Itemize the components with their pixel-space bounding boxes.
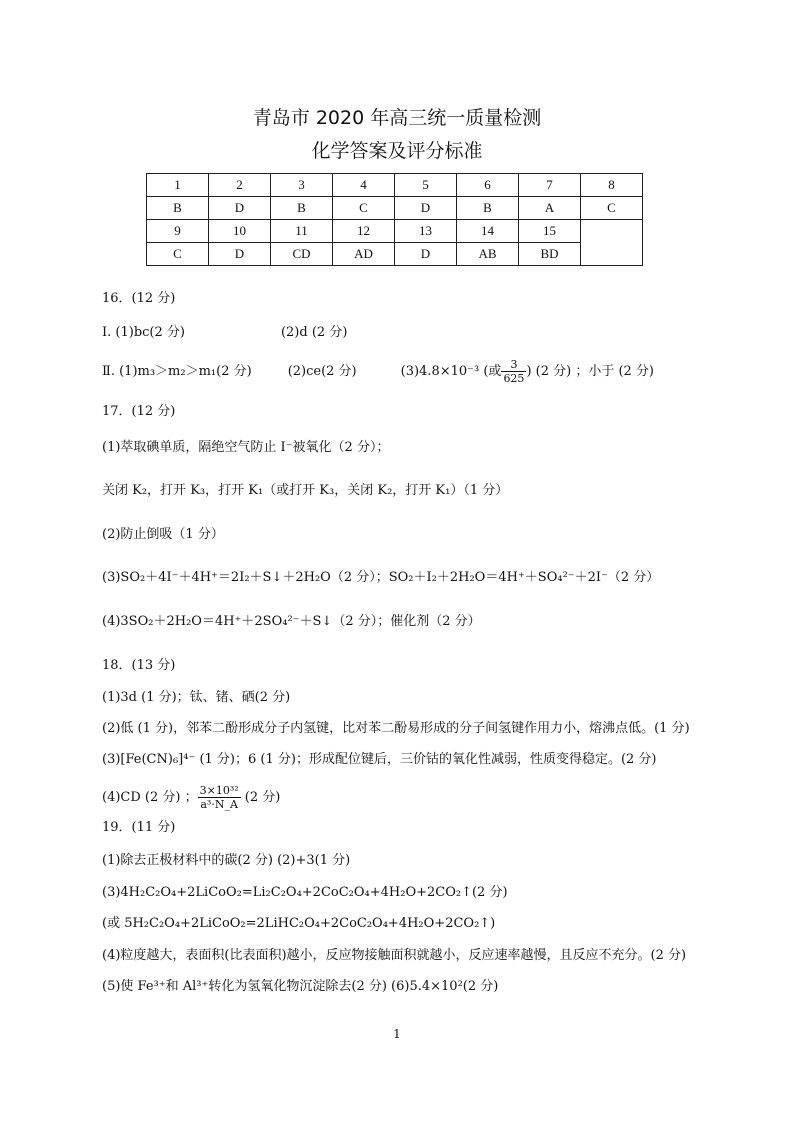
q16-part-ii <box>102 358 654 385</box>
q16-ii-3-post: ) (2 分) ；小于 (2 分) <box>526 364 655 379</box>
table-cell: 5 <box>395 174 457 197</box>
q17-header: 17．(12 分) <box>102 404 176 419</box>
q19-line-3: (或 5H₂C₂O₄+2LiCoO₂=2LiHC₂O₄+2CoC₂O₄+4H₂O+2CO₂↑) <box>102 916 496 931</box>
q18-l4-pre: (4)CD (2 分) ； <box>102 790 198 805</box>
table-cell: 7 <box>519 174 581 197</box>
table-cell: AD <box>333 243 395 266</box>
table-cell: 2 <box>209 174 271 197</box>
q18-frac-num: 3×10³² <box>199 784 239 797</box>
q17-line-3: (2)防止倒吸（1 分） <box>102 527 224 542</box>
table-cell: BD <box>519 243 581 266</box>
q17-line-5: (4)3SO₂＋2H₂O＝4H⁺＋2SO₄²⁻＋S↓（2 分）；催化剂（2 分） <box>102 614 481 629</box>
table-cell: C <box>581 197 643 220</box>
q19-line-5: (5)使 Fe³⁺和 Al³⁺转化为氢氧化物沉淀除去(2 分) (6)5.4×10²(2 分) <box>102 979 499 994</box>
table-cell: A <box>519 197 581 220</box>
table-cell: 9 <box>147 220 209 243</box>
q17-line-4: (3)SO₂＋4I⁻＋4H⁺＝2I₂＋S↓＋2H₂O（2 分）；SO₂＋I₂＋2H₂O＝4H⁺＋SO₄²⁻＋2I⁻（2 分） <box>102 570 660 585</box>
q16-fraction <box>501 358 526 385</box>
q16-ii-2: (2)ce(2 分) <box>287 364 357 379</box>
table-cell: 13 <box>395 220 457 243</box>
table-cell: D <box>209 243 271 266</box>
q19-line-2: (3)4H₂C₂O₄+2LiCoO₂=Li₂C₂O₄+2CoC₂O₄+4H₂O+2CO₂↑(2 分) <box>102 885 508 900</box>
q19-line-4: (4)粒度越大，表面积(比表面积)越小，反应物接触面积就越小，反应速率越慢，且反应不充分。(2 分) <box>102 948 687 963</box>
document-subtitle: 化学答案及评分标准 <box>311 140 483 162</box>
q16-i-2: (2)d (2 分) <box>280 325 348 340</box>
q18-line-1: (1)3d (1 分)；钛、锗、硒(2 分) <box>102 690 291 705</box>
table-row <box>147 174 643 197</box>
table-cell: D <box>209 197 271 220</box>
table-cell: 14 <box>457 220 519 243</box>
table-cell: B <box>457 197 519 220</box>
table-cell: C <box>333 197 395 220</box>
q19-header: 19．(11 分) <box>102 820 176 835</box>
table-cell: C <box>147 243 209 266</box>
q17-line-2: 关闭 K₂，打开 K₃，打开 K₁（或打开 K₃，关闭 K₂，打开 K₁）（1 分） <box>102 483 509 498</box>
answer-table <box>146 173 643 266</box>
table-cell: AB <box>457 243 519 266</box>
table-cell: CD <box>271 243 333 266</box>
q16-frac-den: 625 <box>503 372 525 385</box>
table-cell: 12 <box>333 220 395 243</box>
table-cell: D <box>395 197 457 220</box>
table-row <box>147 243 643 266</box>
table-cell: 6 <box>457 174 519 197</box>
table-row <box>147 220 643 243</box>
table-cell: D <box>395 243 457 266</box>
q16-part-i <box>102 324 347 342</box>
table-cell: 1 <box>147 174 209 197</box>
table-cell: 4 <box>333 174 395 197</box>
table-cell-empty <box>581 220 643 266</box>
q18-header: 18．(13 分) <box>102 658 176 673</box>
q19-line-1: (1)除去正极材料中的碳(2 分) (2)+3(1 分) <box>102 853 351 868</box>
page-number: 1 <box>393 1027 401 1041</box>
q16-ii-1: Ⅱ. (1)m₃＞m₂＞m₁(2 分) <box>102 364 252 379</box>
q16-frac-num: 3 <box>510 358 518 371</box>
q18-l4-post: (2 分) <box>240 790 281 805</box>
table-cell: B <box>147 197 209 220</box>
table-cell: B <box>271 197 333 220</box>
q18-line-4 <box>102 784 280 811</box>
document-title: 青岛市 2020 年高三统一质量检测 <box>252 107 542 129</box>
q16-ii-3: (3)4.8×10⁻³ (或 <box>400 364 502 379</box>
table-cell: 3 <box>271 174 333 197</box>
table-cell: 8 <box>581 174 643 197</box>
q17-line-1: (1)萃取碘单质，隔绝空气防止 I⁻被氧化（2 分）； <box>102 440 390 455</box>
table-cell: 10 <box>209 220 271 243</box>
q18-line-2: (2)低 (1 分)，邻苯二酚形成分子内氢键，比对苯二酚易形成的分子间氢键作用力小，熔沸点低。(1 分) <box>102 721 690 736</box>
table-cell: 11 <box>271 220 333 243</box>
table-row <box>147 197 643 220</box>
q18-line-3: (3)[Fe(CN)₆]⁴⁻ (1 分)；6 (1 分)；形成配位键后，三价钴的氧化性减弱，性质变得稳定。(2 分) <box>102 752 657 767</box>
q16-header: 16．(12 分) <box>102 291 176 306</box>
table-cell: 15 <box>519 220 581 243</box>
q18-frac-den: a³·N_A <box>198 797 241 811</box>
q16-i-1: Ⅰ. (1)bc(2 分) <box>102 325 185 340</box>
q18-fraction <box>198 784 241 811</box>
